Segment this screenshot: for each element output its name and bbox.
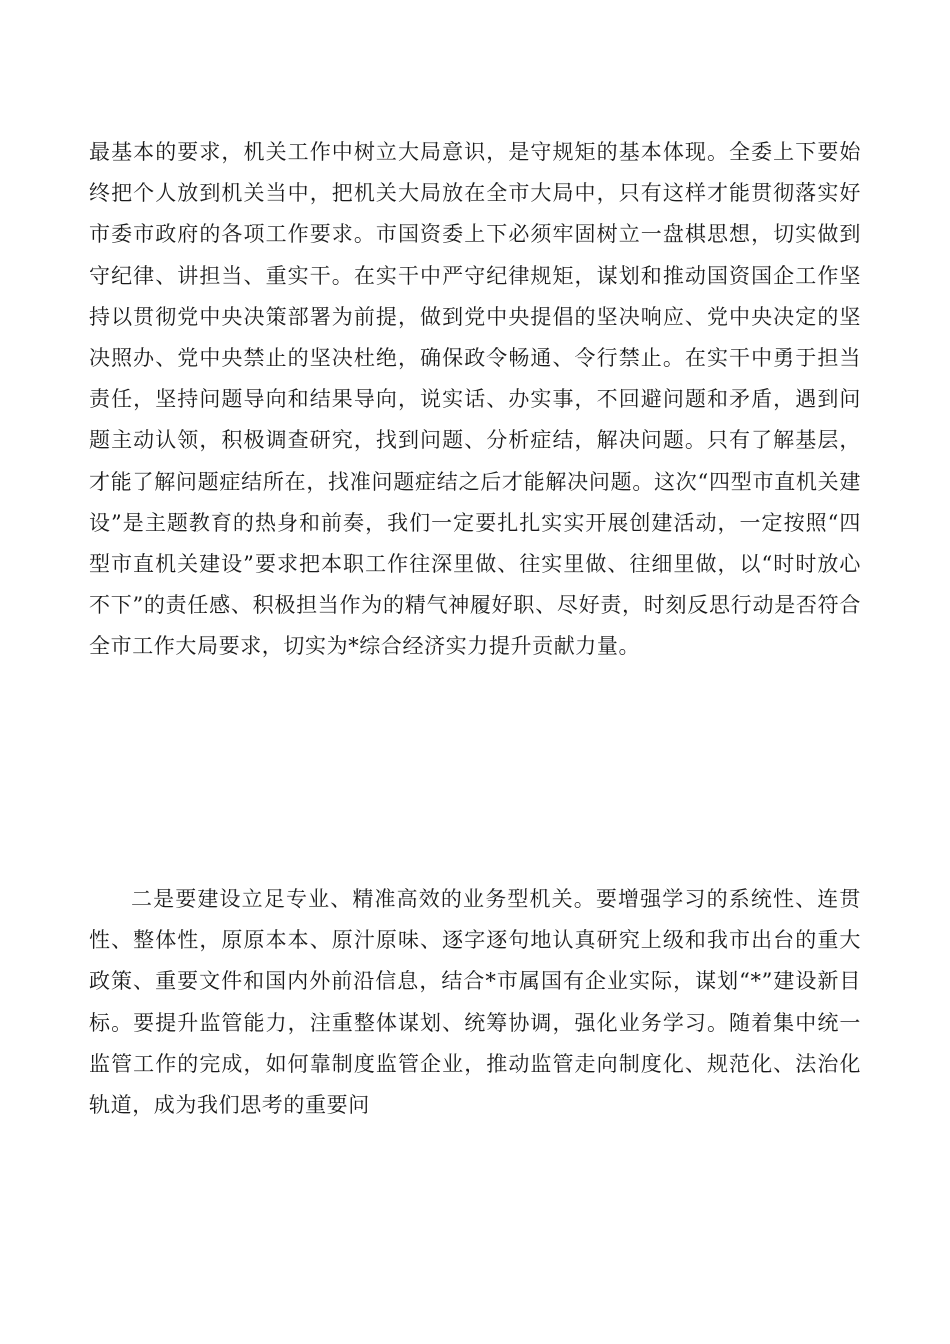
paragraph-business-organ: 二是要建设立足专业、精准高效的业务型机关。要增强学习的系统性、连贯性、整体性，原原本本、原汁原味、逐字逐句地认真研究上级和我市出台的重大政策、重要文件和国内外前沿信息，结合*市属国有企业实际，谋划“*”建设新目标。要提升监管能力，注重整体谋划、统筹协调，强化业务学习。随着集中统一监管工作的完成，如何靠制度监管企业，推动监管走向制度化、规范化、法治化轨道，成为我们思考的重要问 bbox=[89, 887, 861, 1118]
paragraph-continuation: 最基本的要求，机关工作中树立大局意识，是守规矩的基本体现。全委上下要始终把个人放到机关当中，把机关大局放在全市大局中，只有这样才能贯彻落实好市委市政府的各项工作要求。市国资委上下必须牢固树立一盘棋思想，切实做到守纪律、讲担当、重实干。在实干中严守纪律规矩，谋划和推动国资国企工作坚持以贯彻党中央决策部署为前提，做到党中央提倡的坚决响应、党中央决定的坚决照办、党中央禁止的坚决杜绝，确保政令畅通、令行禁止。在实干中勇于担当责任，坚持问题导向和结果导向，说实话、办实事，不回避问题和矛盾，遇到问题主动认领，积极调查研究，找到问题、分析症结，解决问题。只有了解基层，才能了解问题症结所在，找准问题症结之后才能解决问题。这次“四型市直机关建设”是主题教育的热身和前奏，我们一定要扎扎实实开展创建活动，一定按照“四型市直机关建设”要求把本职工作往深里做、往实里做、往细里做，以“时时放心不下”的责任感、积极担当作为的精气神履好职、尽好责，时刻反思行动是否符合全市工作大局要求，切实为*综合经济实力提升贡献力量。 bbox=[89, 140, 861, 659]
